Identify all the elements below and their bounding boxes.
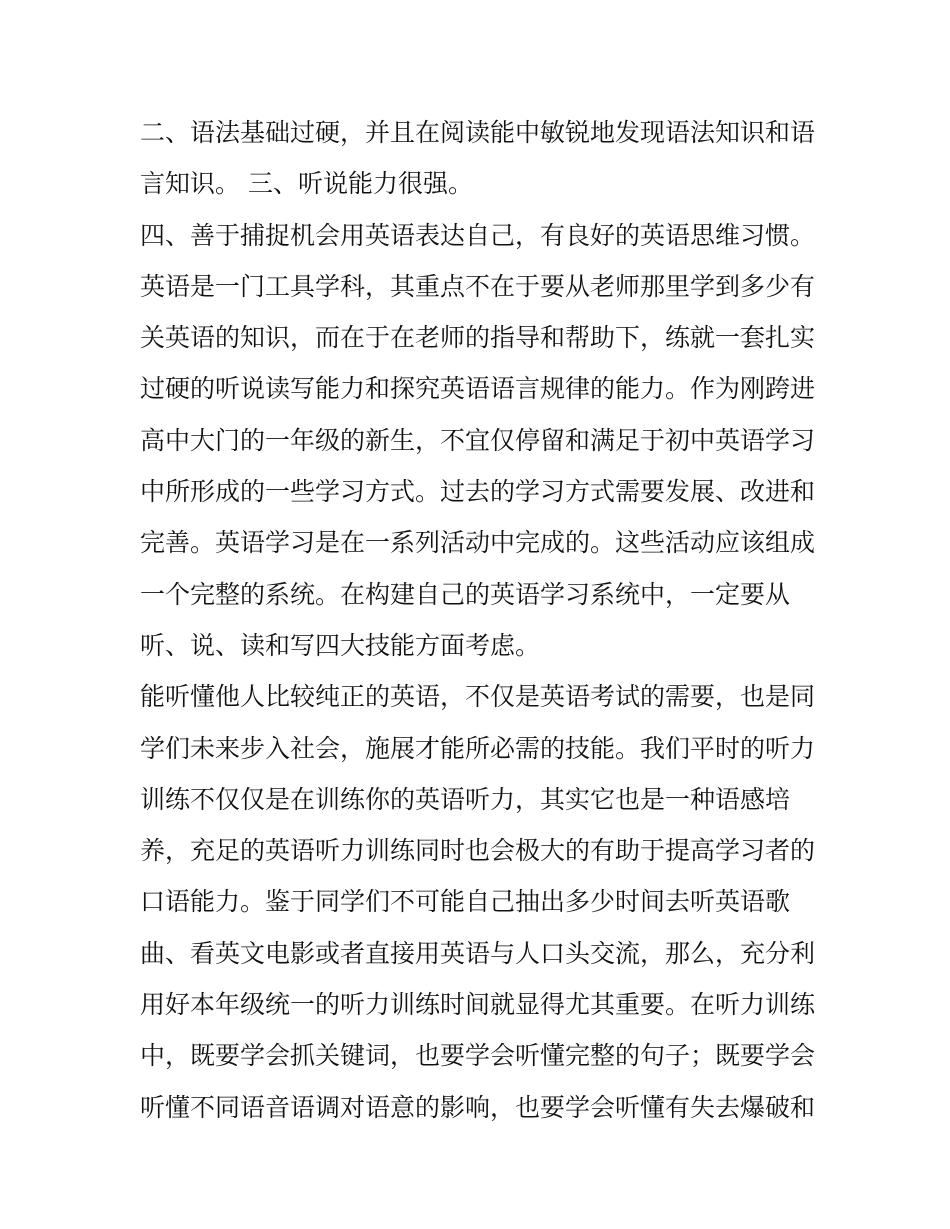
text-line: 听懂不同语音语调对语意的影响，也要学会听懂有失去爆破和 (140, 1092, 816, 1122)
text-line: 养，充足的英语听力训练同时也会极大的有助于提高学习者的 (140, 836, 816, 866)
document-body (140, 107, 820, 1133)
text-line: 过硬的听说读写能力和探究英语语言规律的能力。作为刚跨进 (140, 374, 816, 404)
text-line: 高中大门的一年级的新生，不宜仅停留和满足于初中英语学习 (140, 425, 816, 455)
text-line: 口语能力。鉴于同学们不可能自己抽出多少时间去听英语歌 (140, 887, 791, 917)
text-line: 四、善于捕捉机会用英语表达自己，有良好的英语思维习惯。 (140, 220, 816, 250)
text-line: 英语是一门工具学科，其重点不在于要从老师那里学到多少有 (140, 271, 816, 301)
text-line: 曲、看英文电影或者直接用英语与人口头交流，那么，充分利 (140, 938, 816, 968)
text-line: 一个完整的系统。在构建自己的英语学习系统中，一定要从 (140, 579, 791, 609)
text-line: 中，既要学会抓关键词，也要学会听懂完整的句子；既要学会 (140, 1041, 816, 1071)
text-line: 言知识。 三、听说能力很强。 (140, 169, 473, 199)
text-line: 训练不仅仅是在训练你的英语听力，其实它也是一种语感培 (140, 784, 791, 814)
text-line: 学们未来步入社会，施展才能所必需的技能。我们平时的听力 (140, 733, 816, 763)
text-line: 用好本年级统一的听力训练时间就显得尤其重要。在听力训练 (140, 990, 816, 1020)
text-line: 完善。英语学习是在一系列活动中完成的。这些活动应该组成 (140, 528, 816, 558)
text-line: 中所形成的一些学习方式。过去的学习方式需要发展、改进和 (140, 477, 816, 507)
text-line: 二、语法基础过硬，并且在阅读能中敏锐地发现语法知识和语 (140, 118, 816, 147)
text-line: 关英语的知识，而在于在老师的指导和帮助下，练就一套扎实 (140, 323, 816, 353)
text-line: 能听懂他人比较纯正的英语，不仅是英语考试的需要，也是同 (140, 682, 816, 712)
text-line: 听、说、读和写四大技能方面考虑。 (140, 630, 541, 660)
